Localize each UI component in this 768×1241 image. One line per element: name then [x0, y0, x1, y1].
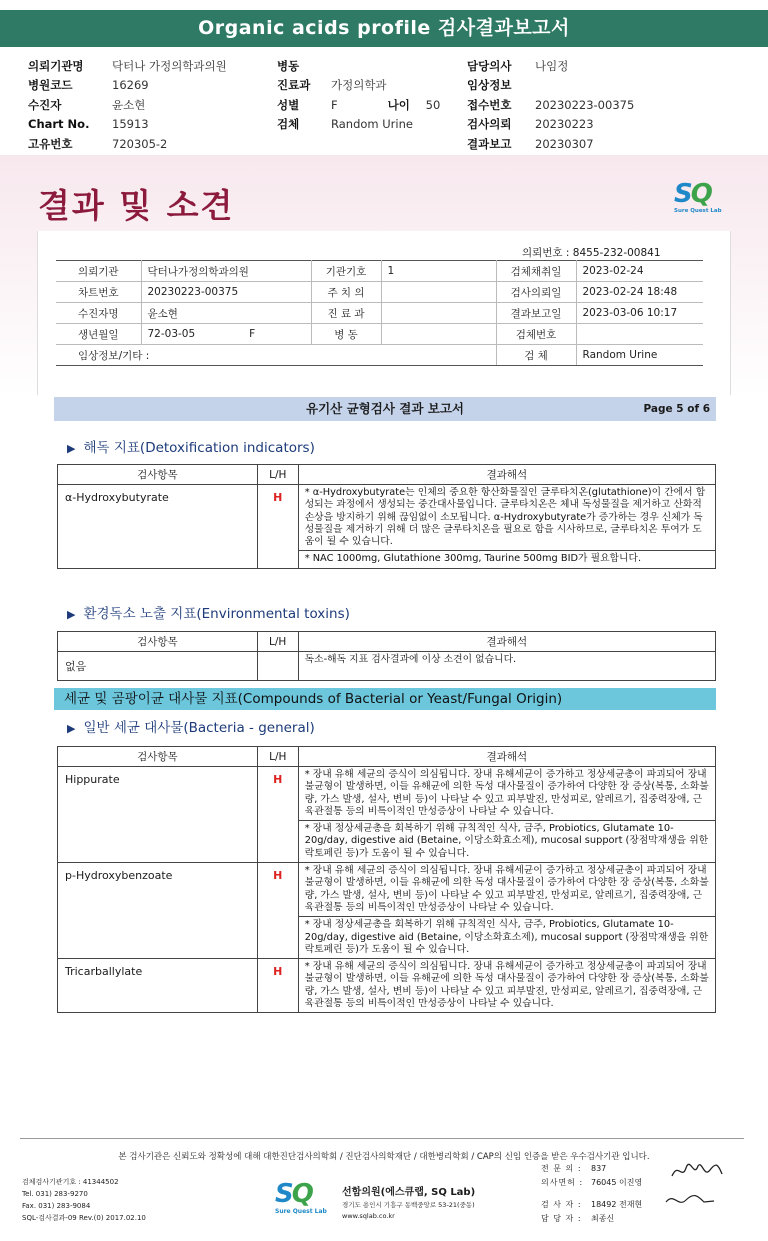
header-col-1 — [28, 56, 227, 154]
result-note: * 장내 유해 세균의 증식이 의심됩니다. 장내 유해세균이 증가하고 정상세균총이 파괴되어 장내 불균형이 발생하면, 이들 유해균에 의한 독성 대사물질이 증가하여 다양한 장 증상(복통, 소화불량, 가스 발생, 설사, 변비 등)이 나타날 수 있고 피부발진, 만성피로, 알레르기, 집중력장애, 근육관절통 등의 비특이적인 만성증상이 나타날 수 있습니다. — [304, 961, 709, 1010]
field-label: Chart No. — [28, 117, 90, 132]
header-col1-row — [28, 56, 227, 76]
env-table — [57, 631, 716, 681]
lh-flag: H — [257, 767, 298, 863]
footer-sq-logo: SQ Sure Quest Lab — [275, 1179, 327, 1215]
col-result: 결과해석 — [298, 747, 715, 767]
lab-row — [56, 303, 703, 324]
triangle-right-icon: ▶ — [67, 722, 76, 735]
field-label: 결과보고 — [467, 136, 512, 151]
lab-row — [56, 345, 703, 366]
test-item-name: p-Hydroxybenzoate — [58, 863, 258, 959]
report-bar — [54, 397, 716, 421]
field-value: 나임정 — [535, 58, 569, 73]
certification-text: 본 검사기관은 신뢰도와 정확성에 대해 대한진단검사의학회 / 진단검사의학재단 / 대한병리학회 / CAP의 신임 인증을 받은 우수검사기관 입니다. — [118, 1152, 650, 1162]
lh-flag — [257, 652, 298, 681]
header-col2-row — [277, 76, 440, 96]
header-col1-row — [28, 115, 227, 135]
lab-key: 검 체 — [496, 345, 576, 366]
lab-key: 주 치 의 — [311, 282, 381, 303]
triangle-right-icon: ▶ — [67, 442, 76, 455]
table-row — [58, 863, 716, 959]
lab-key: 검사의뢰일 — [496, 282, 576, 303]
lab-key: 생년월일 — [56, 324, 141, 345]
lab-website-link[interactable]: www.sqlab.co.kr — [342, 1212, 395, 1220]
contact-line: Fax. 031) 283-9084 — [22, 1202, 91, 1210]
signers-block — [541, 1162, 681, 1226]
field-value: 윤소현 — [112, 97, 146, 112]
header-col2-row — [277, 95, 440, 115]
section-bacteria: ▶ 일반 세균 대사물(Bacteria - general) — [67, 720, 315, 736]
lab-value: 20230223-00375 — [141, 282, 311, 303]
lab-value: 윤소현 — [141, 303, 311, 324]
lab-value — [381, 324, 496, 345]
signer-value: 76045 이진영 — [591, 1178, 643, 1187]
col-result: 결과해석 — [298, 632, 715, 652]
field-label: 수진자 — [28, 97, 62, 112]
report-title: Organic acids profile 검사결과보고서 — [0, 10, 768, 47]
lab-value: 1 — [381, 261, 496, 282]
lab-row — [56, 261, 703, 282]
signer-label: 전 문 의 : — [541, 1164, 582, 1173]
record-number: 의뢰번호 : 8455-232-00841 — [522, 247, 661, 259]
contact-line: 검체검사기관기호 : 41344502 — [22, 1178, 119, 1186]
header-col2-row — [277, 115, 440, 135]
lab-key: 병 동 — [311, 324, 381, 345]
field-label: 담당의사 — [467, 58, 512, 73]
result-interpretation — [298, 485, 715, 569]
bacteria-table — [57, 746, 716, 1013]
signature-1 — [668, 1158, 724, 1184]
table-row — [58, 767, 716, 863]
col-item: 검사항목 — [58, 747, 258, 767]
header-col-3 — [467, 56, 634, 154]
page-indicator: Page 5 of 6 — [643, 403, 710, 415]
field-label: 검체 — [277, 117, 300, 132]
contact-line: Tel. 031) 283-9270 — [22, 1190, 88, 1198]
footer-lab-name: 선함의원(에스큐랩, SQ Lab) 경기도 용인시 기흥구 동백중앙로 53-21(중동) www.sqlab.co.kr — [342, 1187, 476, 1220]
lab-key: 차트번호 — [56, 282, 141, 303]
lab-value: Random Urine — [576, 345, 703, 366]
signature-2 — [662, 1190, 718, 1210]
lab-value — [576, 324, 703, 345]
field-label: 검사의뢰 — [467, 117, 512, 132]
signer-row — [541, 1198, 681, 1212]
header-col3-row — [467, 115, 634, 135]
test-item-name: Hippurate — [58, 767, 258, 863]
result-interpretation — [298, 863, 715, 959]
result-note: * NAC 1000mg, Glutathione 300mg, Taurine 500mg BID가 필요합니다. — [299, 550, 715, 567]
field-value: 16269 — [112, 78, 149, 93]
field-label: 병원코드 — [28, 78, 73, 93]
header-col3-row — [467, 76, 634, 96]
field-label: 병동 — [277, 58, 300, 73]
lab-key: 수진자명 — [56, 303, 141, 324]
field-label: 의뢰기관명 — [28, 58, 84, 73]
field-value: 닥터나 가정의학과의원 — [112, 58, 227, 73]
lab-key: 검체채취일 — [496, 261, 576, 282]
table-row — [58, 485, 716, 569]
field-value: 가정의학과 — [331, 78, 387, 93]
triangle-right-icon: ▶ — [67, 608, 76, 621]
header-col3-row — [467, 95, 634, 115]
clinical-info: 임상정보/기타 : — [56, 345, 496, 366]
field-label: 진료과 — [277, 78, 311, 93]
lab-value: 2023-02-24 — [576, 261, 703, 282]
lab-value — [381, 303, 496, 324]
sq-logo: SQ Sure Quest Lab — [674, 179, 722, 214]
field-label: 접수번호 — [467, 97, 512, 112]
result-note: * 장내 유해 세균의 증식이 의심됩니다. 장내 유해세균이 증가하고 정상세균총이 파괴되어 장내 불균형이 발생하면, 이들 유해균에 의한 독성 대사물질이 증가하여 다양한 장 증상(복통, 소화불량, 가스 발생, 설사, 변비 등)이 나타날 수 있고 피부발진, 만성피로, 알레르기, 집중력장애, 근육관절통 등의 비특이적인 만성증상이 나타날 수 있습니다. — [304, 865, 709, 913]
lab-row — [56, 324, 703, 345]
lab-row — [56, 282, 703, 303]
lh-flag: H — [257, 863, 298, 959]
section-title: 결과 및 소견 — [38, 186, 235, 225]
detox-table — [57, 464, 716, 569]
col-item: 검사항목 — [58, 465, 258, 485]
col-result: 결과해석 — [298, 465, 715, 485]
col-lh: L/H — [257, 465, 298, 485]
lab-key: 의뢰기관 — [56, 261, 141, 282]
age-value: 50 — [425, 97, 441, 112]
section-env: ▶ 환경독소 노출 지표(Environmental toxins) — [67, 606, 350, 622]
signer-row — [541, 1212, 681, 1226]
lab-key: 결과보고일 — [496, 303, 576, 324]
header-col-2 — [277, 56, 440, 134]
signer-value: 최종신 — [591, 1214, 615, 1223]
footer-divider — [20, 1138, 744, 1139]
lab-value: 닥터나가정의학과의원 — [141, 261, 311, 282]
footer-contact-info — [22, 1176, 146, 1224]
lab-value — [381, 282, 496, 303]
signer-label: 의사면허 : — [541, 1178, 584, 1187]
signer-label: 검 사 자 : — [541, 1200, 582, 1209]
report-bar-title: 유기산 균형검사 결과 보고서 — [306, 401, 464, 416]
header-col3-row — [467, 56, 634, 76]
field-value: 20230223 — [535, 117, 594, 132]
header-col1-row — [28, 95, 227, 115]
lab-value: 2023-03-06 10:17 — [576, 303, 703, 324]
field-label: 고유번호 — [28, 136, 73, 151]
test-item-name: 없음 — [58, 652, 258, 681]
lab-key: 기관기호 — [311, 261, 381, 282]
col-lh: L/H — [257, 632, 298, 652]
group-bar: 세균 및 곰팡이균 대사물 지표(Compounds of Bacterial or Yeast/Fungal Origin) — [54, 688, 716, 710]
table-row — [58, 959, 716, 1013]
lab-key: 진 료 과 — [311, 303, 381, 324]
signer-label: 담 당 자 : — [541, 1214, 582, 1223]
signer-row — [541, 1162, 681, 1176]
result-note: * 장내 정상세균총을 회복하기 위해 규칙적인 식사, 금주, Probiotics, Glutamate 10-20g/day, digestive aid (Betaine, 이당소화효소제), mucosal support (장점막재생을 위한 락토페린 등)가 도움이 될 수 있습니다. — [299, 916, 715, 958]
test-item-name: α-Hydroxybutyrate — [58, 485, 258, 569]
header-col1-row — [28, 76, 227, 96]
lh-flag: H — [257, 485, 298, 569]
age-label: 나이 — [387, 97, 410, 112]
header-col1-row — [28, 134, 227, 154]
lh-flag: H — [257, 959, 298, 1013]
field-value: 20230223-00375 — [535, 97, 635, 112]
lab-info-table — [56, 260, 703, 366]
result-note: 독소-해독 지표 검사결과에 이상 소견이 없습니다. — [304, 654, 517, 665]
field-value: Random Urine — [331, 117, 413, 132]
result-interpretation — [298, 959, 715, 1013]
field-label: 성별 — [277, 97, 300, 112]
col-item: 검사항목 — [58, 632, 258, 652]
lab-value: 72-03-05 F — [141, 324, 311, 345]
field-value: 15913 — [112, 117, 149, 132]
result-interpretation — [298, 767, 715, 863]
field-value: 720305-2 — [112, 136, 168, 151]
lab-key: 검체번호 — [496, 324, 576, 345]
patient-header — [0, 50, 768, 154]
signer-row — [541, 1176, 681, 1190]
result-note: * 장내 유해 세균의 증식이 의심됩니다. 장내 유해세균이 증가하고 정상세균총이 파괴되어 장내 불균형이 발생하면, 이들 유해균에 의한 독성 대사물질이 증가하여 다양한 장 증상(복통, 소화불량, 가스 발생, 설사, 변비 등)이 나타날 수 있고 피부발진, 만성피로, 알레르기, 집중력장애, 근육관절통 등의 비특이적인 만성증상이 나타날 수 있습니다. — [304, 769, 709, 817]
header-col3-row — [467, 134, 634, 154]
result-note: * 장내 정상세균총을 회복하기 위해 규칙적인 식사, 금주, Probiotics, Glutamate 10-20g/day, digestive aid (Betaine, 이당소화효소제), mucosal support (장점막재생을 위한 락토페린 등)가 도움이 될 수 있습니다. — [299, 820, 715, 862]
field-value: 20230307 — [535, 136, 594, 151]
field-value: F — [331, 97, 338, 112]
test-item-name: Tricarballylate — [58, 959, 258, 1013]
lab-sex: F — [249, 328, 256, 340]
field-label: 임상정보 — [467, 78, 512, 93]
signer-value: 18492 전재현 — [591, 1200, 643, 1209]
table-row — [58, 652, 716, 681]
lab-value: 2023-02-24 18:48 — [576, 282, 703, 303]
col-lh: L/H — [257, 747, 298, 767]
result-interpretation — [298, 652, 715, 681]
header-col2-row — [277, 56, 440, 76]
section-detox: ▶ 해독 지표(Detoxification indicators) — [67, 440, 315, 456]
contact-line: SQL-검사결과-09 Rev.(0) 2017.02.10 — [22, 1214, 146, 1222]
result-note: * α-Hydroxybutyrate는 인체의 중요한 항산화물질인 글루타치온(glutathione)이 간에서 합성되는 과정에서 생성되는 중간대사물입니다. 글루타치온은 체내 독성물질을 제거하고 산화적 손상을 방지하기 위해 끊임없이 소모됩니다. α-Hydroxybutyrate가 증가하는 경우 신체가 독성물질을 제거하기 위해 더 많은 글루타치온을 필요로 함을 시사하므로, 글루타치온 투여가 도움이 될 수 있습니다. — [304, 487, 706, 548]
signer-value: 837 — [591, 1164, 607, 1173]
